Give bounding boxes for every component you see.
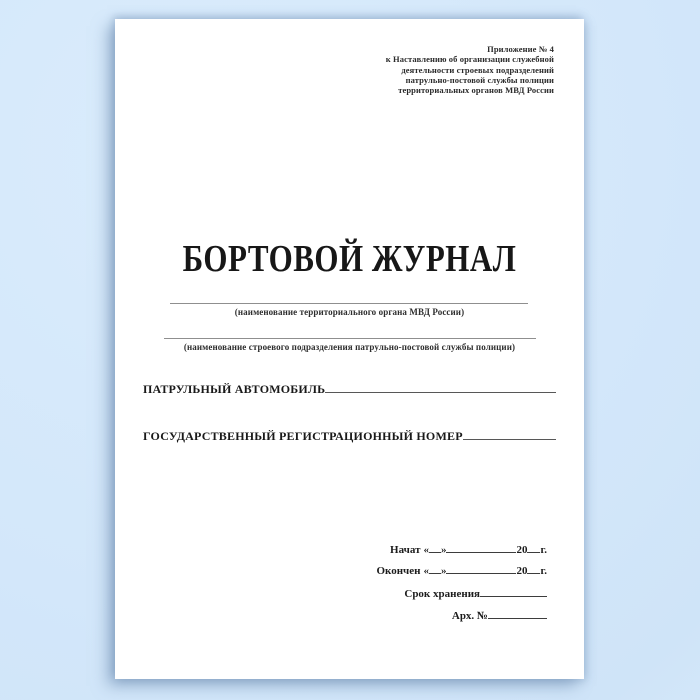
vehicle-blank-line — [325, 381, 556, 393]
storage-blank — [480, 586, 547, 597]
open-quote: « — [423, 565, 429, 577]
finished-row — [376, 563, 547, 577]
document-page — [115, 19, 584, 679]
year-suffix: г. — [540, 565, 547, 577]
year-prefix: 20 — [516, 544, 528, 556]
finished-day-blank — [429, 563, 441, 574]
unit-name-caption: (наименование строевого подразделения патрульно-постовой службы полиции) — [183, 342, 516, 352]
reg-number-blank-line — [463, 428, 556, 440]
reg-number-label: ГОСУДАРСТВЕННЫЙ РЕГИСТРАЦИОННЫЙ НОМЕР — [143, 429, 463, 443]
finished-month-blank — [446, 563, 516, 574]
started-month-blank — [446, 542, 516, 553]
appendix-note — [386, 44, 554, 95]
vehicle-label: ПАТРУЛЬНЫЙ АВТОМОБИЛЬ — [143, 382, 326, 396]
started-year-blank — [527, 542, 540, 553]
archive-label: Арх. № — [451, 610, 488, 622]
storage-row — [404, 586, 547, 600]
org-name-blank-line — [170, 303, 528, 304]
started-label: Начат — [390, 544, 421, 556]
started-row — [390, 542, 547, 556]
open-quote: « — [423, 544, 429, 556]
year-suffix: г. — [540, 544, 547, 556]
vehicle-field-row — [143, 381, 556, 397]
org-name-caption: (наименование территориального органа МВД России) — [234, 307, 465, 317]
storage-label: Срок хранения — [404, 588, 480, 600]
reg-number-field-row — [143, 428, 556, 444]
close-quote: » — [440, 565, 447, 577]
unit-name-blank-line — [164, 338, 536, 339]
appendix-line: Приложение № 4 — [487, 44, 554, 54]
appendix-line: территориальных органов МВД России — [398, 85, 554, 96]
document-title: БОРТОВОЙ ЖУРНАЛ — [182, 237, 517, 280]
finished-year-blank — [527, 563, 540, 574]
appendix-line: деятельности строевых подразделений — [401, 64, 554, 75]
appendix-line: к Наставлению об организации служебной — [385, 54, 554, 65]
started-day-blank — [429, 542, 441, 553]
year-prefix: 20 — [516, 565, 528, 577]
close-quote: » — [440, 544, 447, 556]
appendix-line: патрульно-постовой службы полиции — [405, 74, 554, 85]
finished-label: Окончен — [376, 565, 421, 577]
archive-blank — [488, 608, 547, 619]
archive-row — [452, 608, 547, 622]
